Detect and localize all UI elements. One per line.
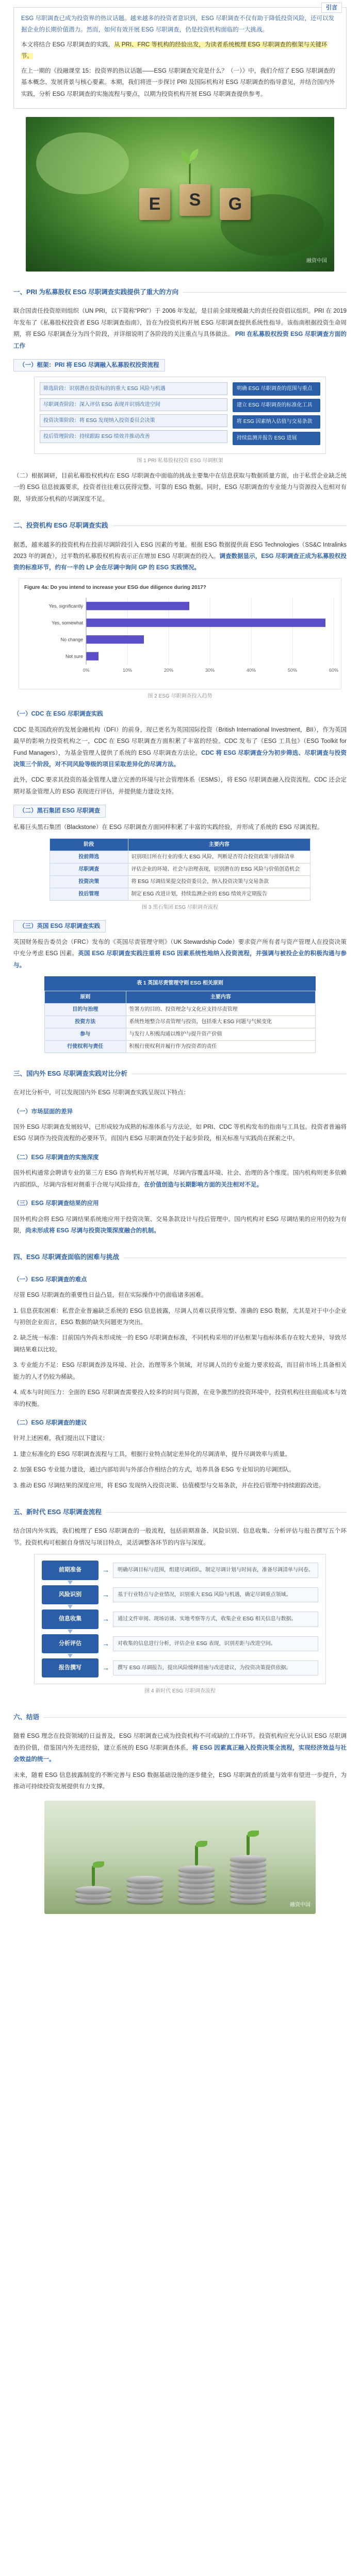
chart-x-tick-label: 50% [287, 668, 298, 673]
intro-paragraph-1: ESG 尽职调查已成为投资界的热议话题。越来越多的投资者意识到，ESG 尽职调查不仅有助于降低投资风险，还可以发掘企业的长期价值潜力。然而，如何有效开展 ESG 尽职调查，仍是投资机构面临的一大挑战。 [21, 15, 334, 33]
intro-tag: 引言 [321, 3, 342, 13]
process-step-desc: 基于行业特点与企业情况，识别重大 ESG 风险与机遇，确定尽调重点领域。 [113, 1587, 318, 1603]
section-2-title: 二、投资机构 ESG 尽职调查实践 [13, 516, 347, 535]
section-4-paragraph-4: 国外机构会将 ESG 尽调结果系统地应用于投资决策、交易条款设计与投后管理中。国内机构对 ESG 尽调结果的应用仍较为有限，尚未形成将 ESG 尽调与投资决策深度融合的机制。 [13, 1216, 347, 1234]
section-1-paragraph-1: 联合国责任投资原则组织（UN PRI，以下简称“PRI”）于 2006 年发起，是目前全球规模最大的责任投资倡议组织。PRI 在 2019 年发布了《私募股权投资者 ESG 尽职调查指南》，旨在为投资机构开展 ESG 尽职调查提供系统性指导。该指南根据投资生命周期，将 ESG 尽职调查分为四个阶段，并详细说明了各阶段的关注重点与具体做法。 PRI 在私募股权投资 ESG 尽职调查方面的工作 [13, 308, 347, 349]
process-figure [34, 1554, 326, 1684]
arrow-right-icon: → [102, 1664, 109, 1672]
arrow-right-icon: → [102, 1566, 109, 1574]
section-3-subtitle-1: （一）CDC 在 ESG 尽职调查实践 [13, 711, 103, 718]
arrow-right-icon: → [102, 1639, 109, 1648]
arrow-right-icon: → [102, 1590, 109, 1599]
section-4-paragraph-3: 国外机构通常会聘请专业的第三方 ESG 咨询机构开展尽调，尽调内容覆盖环境、社会、治理的各个维度。国内机构则更多依赖内部团队，尽调内容相对侧重于合规与风险排查，在价值创造与长期影响方面的关注相对不足。 [13, 1170, 347, 1188]
chart-x-tick-label: 40% [246, 668, 256, 673]
section-4-title: 三、国内外 ESG 尽职调查实践对比分析 [13, 1064, 347, 1083]
chart-bar [86, 619, 325, 627]
chart-category-label: Not sure [65, 654, 83, 659]
table-2-header: 主要内容 [126, 991, 316, 1003]
chart-bar [86, 602, 189, 610]
table-row: 投资方法 系统性地整合尽责管理与投资，包括重大 ESG 问题与气候变化 [45, 1015, 316, 1028]
section-6-title: 五、新时代 ESG 尽职调查流程 [13, 1503, 347, 1521]
hero-image [26, 117, 334, 272]
table-row: 尽职调查 评估企业的环境、社会与治理表现，识别潜在的 ESG 风险与价值创造机会 [50, 863, 310, 876]
article [0, 7, 360, 1935]
process-caption: 图 4 新时代 ESG 尽职调查流程 [144, 1688, 216, 1694]
table-row: 目的与治理 签署方的目的、投资理念与文化应支持尽责管理 [45, 1003, 316, 1015]
figure-1-row: 筛选阶段：识别潜在投资标的的重大 ESG 风险与机遇 [40, 382, 227, 395]
section-4-subtitle-2: （二）ESG 尽职调查的实施深度 [13, 1154, 99, 1161]
table-2 [44, 976, 316, 1053]
process-step-desc: 对收集的信息进行分析，评估企业 ESG 表现，识别差距与改进空间。 [113, 1636, 318, 1652]
section-6-paragraph-1: 结合国内外实践，我们梳理了 ESG 尽职调查的一般流程，包括前期准备、风险识别、信息收集、分析评估与报告撰写五个环节。投资机构可根据自身情况与项目特点，灵活调整各环节的内容与深度。 [13, 1528, 347, 1546]
chart-x-tick-label: 20% [163, 668, 174, 673]
figure-1-pill: 将 ESG 因素纳入估值与交易条款 [233, 415, 320, 429]
list-item: 3. 专业能力不足：ESG 尽职调查涉及环境、社会、治理等多个领域，对尽调人员的专业能力要求较高，而目前市场上具备相关能力的人才仍较为稀缺。 [13, 1362, 347, 1380]
table-row: 投资决策 将 ESG 尽调结果提交投资委员会，纳入投资决策与交易条款 [50, 876, 310, 888]
figure-1-pill: 明确 ESG 尽职调查的范围与重点 [233, 382, 320, 396]
section-7-paragraph-1: 随着 ESG 理念在投资领域的日益普及，ESG 尽职调查已成为投资机构不可或缺的工作环节。投资机构应充分认识 ESG 尽职调查的价值，借鉴国内外先进经验，建立系统的 ESG 尽职调查体系，将 ESG 因素真正融入投资决策全流程，实现经济效益与社会效益的统一。 [13, 1733, 347, 1763]
block-g: G [220, 188, 251, 220]
section-3-paragraph-2: 此外，CDC 要求其投资的基金管理人建立完善的环境与社会管理体系（ESMS），将 ESG 尽职调查融入投资流程。CDC 还会定期对基金管理人的 ESG 表现进行评估，并提供能力建设支持。 [13, 777, 347, 795]
figure-1-row: 投后管理阶段：持续跟踪 ESG 绩效并推动改善 [40, 430, 227, 443]
section-7-title: 六、结语 [13, 1708, 347, 1726]
section-3-paragraph-1: CDC 是英国政府的发展金融机构（DFI）的前身，现已更名为英国国际投资（British International Investment，BII），作为英国最早的影响力投资机构之一，CDC 在 ESG 尽职调查方面积累了丰富的经验。CDC 发布了《ESG 工具包》（ESG Toolkit for Fund Managers），为基金管理人提供了系统的 ESG 尽职调查方法论。CDC 将 ESG 尽职调查分为初步筛选、尽职调查与投资决策三个阶段，对不同风险等级的项目采取差异化的尽调方法。 [13, 726, 347, 768]
table-1-header: 主要内容 [128, 839, 310, 851]
section-5-paragraph-2: 针对上述困难，我们提出以下建议： [13, 1435, 108, 1442]
process-step [42, 1585, 318, 1604]
section-2-paragraph-1: 据悉，越来越多的投资机构在投前尽调阶段引入 ESG 因素的考量。根据 ESG 数据提供商 ESG Technologies（SS&C Intralinks 2023 年的调查），过半数的私募股权机构表示正在增加 ESG 尽职调查的投入。调查数据显示，ESG 尽职调查正成为私募股权投资的标准环节，约有一半的 LP 会在尽调中询问 GP 的 ESG 实践情况。 [13, 541, 347, 571]
section-4-subtitle-3: （三）ESG 尽职调查结果的应用 [13, 1200, 99, 1207]
process-step-desc: 明确尽调目标与范围，组建尽调团队，制定尽调计划与时间表，准备尽调清单与问卷。 [113, 1563, 318, 1578]
process-step-label: 风险识别 [42, 1585, 99, 1604]
chart-category-label: Yes, significantly [48, 603, 83, 609]
table-2-title: 表 1 英国尽责管理守则 ESG 相关原则 [44, 976, 316, 991]
figure-1 [34, 377, 326, 454]
table-1-header: 阶段 [50, 839, 128, 851]
section-3-paragraph-4: 英国财务报告委员会（FRC）发布的《英国尽责管理守则》（UK Stewardship Code）要求资产所有者与资产管理人在投资决策中充分考虑 ESG 因素。英国 ESG 尽职调查实践注重将 ESG 因素系统性地纳入投资流程，并强调与被投企业的积极沟通与参与。 [13, 939, 347, 969]
chart-caption: 图 2 ESG 尽职调查投入趋势 [148, 693, 212, 699]
intro-p2-prefix: 本文将结合 ESG 尽职调查的实践， [21, 41, 114, 48]
chart-bar [86, 652, 99, 660]
table-row: 参与 与发行人积极沟通以维护与提升资产价值 [45, 1028, 316, 1040]
process-step-label: 分析评估 [42, 1634, 99, 1653]
section-1-paragraph-2: （二）根据调研，目前私募股权机构在 ESG 尽职调查中面临的挑战主要集中在信息获取与数据质量方面，由于私营企业缺乏统一的 ESG 信息披露要求，投资者往往难以获得完整、可靠的 ESG 数据。同时，ESG 尽职调查的专业能力与资源投入也相对有限，导致部分机构的尽调深度不足。 [13, 472, 347, 502]
sprout-icon [179, 148, 200, 184]
list-item: 2. 缺乏统一标准：目前国内外尚未形成统一的 ESG 尽职调查标准，不同机构采用的评估框架与指标体系存在较大差异，导致尽调结果难以比较。 [13, 1335, 347, 1353]
intro-paragraph-3: 在上一期的《投融课堂 15：投资界的热议话题——ESG 尽职调查究竟是什么？（一）》中，我们介绍了 ESG 尽职调查的基本概念、发展背景与核心要素。本期，我们将进一步探讨 PRI 及国际机构对 ESG 尽职调查的指导意见，并结合国内外实践，分析 ESG 尽职调查的实施流程与要点，以期为投资机构开展 ESG 尽职调查提供参考。 [21, 67, 335, 97]
process-step-desc: 撰写 ESG 尽调报告，提出风险缓释措施与改进建议，为投资决策提供依据。 [113, 1660, 318, 1676]
table-row: 投后管理 制定 ESG 改进计划，持续监测企业的 ESG 绩效并定期报告 [50, 888, 310, 901]
process-step [42, 1634, 318, 1653]
section-4-paragraph-2: 国外 ESG 尽职调查发展较早，已形成较为成熟的标准体系与方法论，如 PRI、CDC 等机构发布的指南与工具包。投资者普遍将 ESG 尽调作为投资流程的必要环节。而国内 ESG 尽职调查仍处于起步阶段，相关标准与实践尚在探索之中。 [13, 1124, 347, 1142]
section-3-subtitle-3: （三）英国 ESG 尽职调查实践 [13, 920, 106, 933]
section-4-paragraph-1: 在对比分析中，可以发现国内外 ESG 尽职调查实践呈现以下特点： [13, 1090, 190, 1096]
hero-watermark: 融资中国 [306, 258, 327, 264]
section-4-subtitle-1: （一）市场层面的差异 [13, 1108, 73, 1115]
process-step [42, 1561, 318, 1580]
list-item: 3. 推动 ESG 尽调结果的深度应用，将 ESG 发现纳入投资决策、估值模型与交易条款，并在投后管理中持续跟踪改进。 [13, 1482, 325, 1489]
figure-1-row: 尽职调查阶段：深入评估 ESG 表现并识别改进空间 [40, 398, 227, 411]
chart-x-tick-label: 0% [83, 668, 90, 673]
intro-paragraph-2 [21, 39, 339, 62]
esg-blocks [139, 184, 253, 225]
bar-chart [24, 592, 346, 680]
chart-title: Figure 4a: Do you intend to increase your ESG due diligence during 2017? [24, 584, 206, 590]
section-5-paragraph-1: 尽管 ESG 尽职调查的重要性日益凸显，但在实际操作中仍面临诸多困难。 [13, 1292, 207, 1299]
process-step [42, 1658, 318, 1677]
chart-bar [86, 635, 144, 643]
table-row: 投前筛选 识别项目所在行业的重大 ESG 风险，判断是否符合投资政策与排除清单 [50, 851, 310, 863]
figure-1-caption: 图 1 PRI 私募股权投资 ESG 尽调框架 [137, 458, 223, 464]
section-5-subtitle-1: （一）ESG 尽职调查的难点 [13, 1276, 87, 1283]
block-s: S [179, 184, 210, 216]
figure-1-pill: 建立 ESG 尽职调查的标准化工具 [233, 399, 320, 412]
list-item: 2. 加强 ESG 专业能力建设，通过内部培训与外部合作相结合的方式，培养具备 ESG 专业知识的尽调团队。 [13, 1467, 295, 1473]
table-2-header: 原则 [45, 991, 126, 1003]
list-item: 4. 成本与时间压力：全面的 ESG 尽职调查需要投入较多的时间与资源，在竞争激烈的投资环境中，投资机构往往面临成本与效率的权衡。 [13, 1389, 347, 1408]
intro-box [13, 7, 347, 109]
list-item: 1. 信息获取困难：私营企业普遍缺乏系统的 ESG 信息披露，尽调人员难以获得完整、准确的 ESG 数据，尤其是对于中小企业与初创企业而言，ESG 数据的缺失问题更为突出。 [13, 1308, 347, 1326]
process-step-label: 前期准备 [42, 1561, 99, 1580]
chart-category-label: Yes, somewhat [52, 620, 83, 626]
closing-watermark: 融资中国 [290, 1902, 310, 1908]
intro-p2-highlight: 从 PRI、FRC 等机构的经验出发，为读者系统梳理 ESG 尽职调查的框架与关键环节。 [21, 41, 328, 60]
closing-image [44, 1801, 316, 1914]
section-5-title: 四、ESG 尽职调查面临的困难与挑战 [13, 1248, 347, 1266]
chart-category-label: No change [60, 637, 83, 642]
figure-1-pill: 持续监测并报告 ESG 进展 [233, 432, 320, 445]
chart-x-tick-label: 60% [329, 668, 339, 673]
process-step-label: 报告撰写 [42, 1658, 99, 1677]
block-e: E [139, 188, 170, 220]
arrow-right-icon: → [102, 1615, 109, 1623]
section-3-subtitle-2: （二）黑石集团 ESG 尽职调查 [13, 805, 106, 817]
table-row: 行使权利与责任 积极行使权利并履行作为投资者的责任 [45, 1040, 316, 1053]
chart-container [19, 578, 341, 689]
table-1 [50, 838, 310, 901]
chart-x-tick-label: 10% [122, 668, 133, 673]
process-step-desc: 通过文件审阅、现场访谈、实地考察等方式，收集企业 ESG 相关信息与数据。 [113, 1612, 318, 1627]
table-1-caption: 图 3 黑石集团 ESG 尽职调查流程 [142, 905, 218, 911]
section-1-subtitle-1: （一）框架：PRI 将 ESG 尽调融入私募股权投资流程 [13, 359, 165, 371]
section-1-title: 一、PRI 为私募股权 ESG 尽职调查实践提供了重大的方向 [13, 283, 347, 301]
section-7-paragraph-2: 未来，随着 ESG 信息披露制度的不断完善与 ESG 数据基础设施的逐步健全，ESG 尽职调查的质量与效率有望进一步提升，为推动可持续投资发展提供有力支撑。 [13, 1772, 347, 1790]
section-3-paragraph-3: 私募巨头黑石集团（Blackstone）在 ESG 尽职调查方面同样积累了丰富的实践经验，并形成了系统的 ESG 尽调流程。 [13, 824, 323, 831]
process-step [42, 1609, 318, 1629]
section-5-subtitle-2: （二）ESG 尽职调查的建议 [13, 1419, 87, 1426]
process-step-label: 信息收集 [42, 1609, 99, 1629]
list-item: 1. 建立标准化的 ESG 尽职调查流程与工具，根据行业特点制定差异化的尽调清单，提升尽调效率与质量。 [13, 1451, 291, 1458]
chart-x-tick-label: 30% [205, 668, 215, 673]
figure-1-row: 投资决策阶段：将 ESG 发现纳入投资委员会决策 [40, 414, 227, 427]
